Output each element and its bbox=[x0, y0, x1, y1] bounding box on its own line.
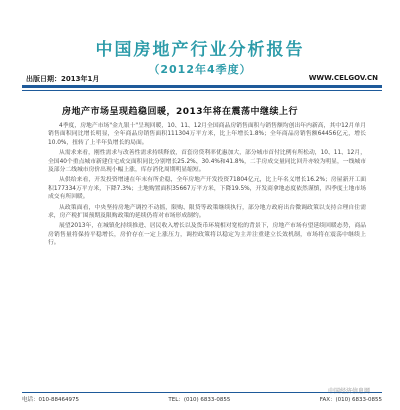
footer-fax: FAX：(010) 6833-0855 bbox=[319, 397, 382, 403]
footer-phone: 电话：010-88464975 bbox=[22, 397, 79, 403]
report-subtitle: （2012年4季度） bbox=[148, 63, 252, 76]
website-link[interactable]: WWW.CELGOV.CN bbox=[308, 74, 378, 82]
report-header bbox=[0, 0, 400, 78]
footer-tel: TEL：(010) 6833-0855 bbox=[168, 397, 231, 403]
paragraph: 从需求来看，刚性需求与改善性需求持续释放，首套房贷利率优惠加大，部分城市首付比例有所松动，10、11、12月，全国40个重点城市新建住宅成交面积同比分别增长25.2%、30.4%和41.8%，二手房成交量同比回升亦较为明显，一线城市及部分二线城市房价出现小幅上涨，库存消化周期明显缩短。 bbox=[48, 150, 366, 174]
page-footer bbox=[22, 392, 382, 403]
header-divider-thin bbox=[22, 90, 382, 91]
paragraph: 从政策面看，中央坚持房地产调控不动摇，限购、限贷等政策继续执行，部分地方政府出台微调政策以支持合理自住需求，房产税扩围预期及限购政策的延续仍将对市场形成制约。 bbox=[48, 204, 366, 220]
paragraph: 从供给来看，开发投资增速在年末有所企稳，全年房地产开发投资71804亿元，比上年名义增长16.2%；房屋新开工面积177334万平方米，下降7.3%；土地购置面积35667万平方米，下降19.5%，开发商拿地态度依然谨慎，四季度土地市场成交有所回暖。 bbox=[48, 177, 366, 201]
watermark: 中国经济信息网 bbox=[327, 388, 370, 395]
paragraph: 展望2013年，在城镇化持续推进、居民收入增长以及货币环境相对宽松的背景下，房地产市场有望延续回暖态势，商品房销售量将保持平稳增长，房价存在一定上涨压力，调控政策将以稳定为主并注重建立长效机制，市场将在震荡中继续上行。 bbox=[48, 223, 366, 247]
article-body bbox=[48, 122, 366, 250]
header-divider-thick bbox=[22, 85, 382, 88]
issue-date: 出版日期：2013年1月 bbox=[26, 75, 100, 83]
meta-row bbox=[26, 74, 378, 84]
report-title: 中国房地产行业分析报告 bbox=[95, 40, 305, 60]
article-title: 房地产市场呈现趋稳回暖，2013年将在震荡中继续上行 bbox=[62, 107, 299, 117]
paragraph: 4季度，房地产市场"金九银十"呈现回暖，10、11、12月全国商品房销售面积与销售额均创出年内新高，其中12月单月销售面积同比增长明显，全年商品房销售面积111304万平方米，比上年增长1.8%；全年商品房销售额64456亿元，增长10.0%，扭转了上半年负增长的局面。 bbox=[48, 123, 366, 146]
